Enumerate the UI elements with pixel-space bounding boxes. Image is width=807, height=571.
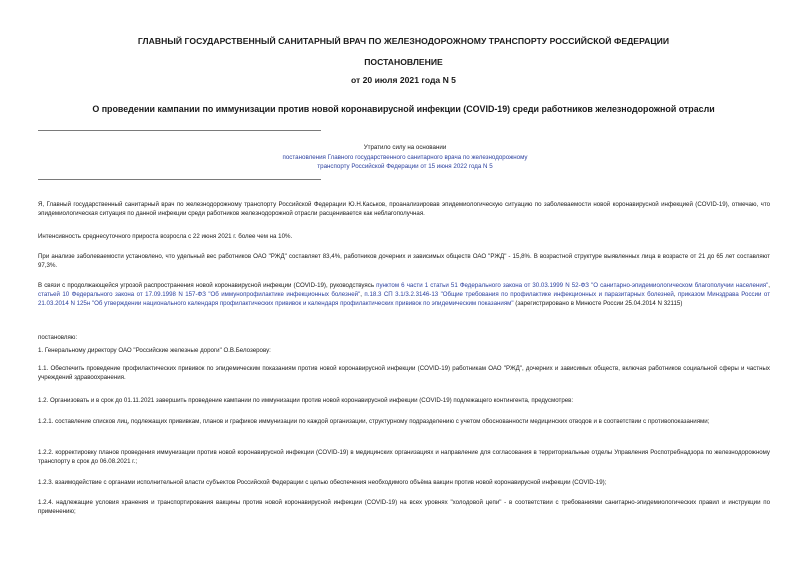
document-date-number: от 20 июля 2021 года N 5 bbox=[351, 75, 456, 85]
law-link-52fz[interactable]: пунктом 6 части 1 статьи 51 Федерального закона от 30.03.1999 N 52-ФЗ "О санитарно-эпидемиологическом благополучии населения" bbox=[376, 282, 769, 289]
legal-basis-registration: (зарегистрировано в Минюсте России 25.04.2014 N 32115) bbox=[513, 299, 683, 307]
legal-basis-intro: В связи с продолжающейся угрозой распространения новой коронавирусной инфекции (COVID-19), руководствуясь bbox=[38, 282, 377, 289]
paragraph-item-1-2-4: 1.2.4. надлежащие условия хранения и транспортирования вакцины против новой коронавирусной инфекции (COVID-19) на всех уровнях "холодовой цепи" - в соответствии с требованиями санитарно-эпидемиологических правил и инструкции по применению; bbox=[38, 499, 770, 515]
status-note bbox=[245, 143, 565, 172]
issuing-authority: ГЛАВНЫЙ ГОСУДАРСТВЕННЫЙ САНИТАРНЫЙ ВРАЧ ПО ЖЕЛЕЗНОДОРОЖНОМУ ТРАНСПОРТУ РОССИЙСКОЙ ФЕДЕРАЦИИ bbox=[137, 36, 670, 46]
paragraph-analysis: При анализе заболеваемости установлено, что удельный вес работников ОАО "РЖД" составляет 83,4%, работников дочерних и зависимых обществ ОАО "РЖД" - 15,8%. В возрастной структуре выявленных лица в возрасте от 21 до 65 лет составляют 97,3%. bbox=[38, 253, 770, 269]
paragraph-item-1-2: 1.2. Организовать и в срок до 01.11.2021 завершить проведение кампании по иммунизации против новой коронавирусной инфекции (COVID-19) подлежащего контингента, предусмотрев: bbox=[38, 397, 574, 404]
status-note-line2: постановления Главного государственного санитарного врача по железнодорожному bbox=[282, 153, 528, 161]
status-note-link[interactable] bbox=[245, 153, 565, 172]
paragraph-resolve: постановляю: bbox=[38, 334, 78, 341]
divider-bottom bbox=[38, 179, 321, 180]
status-note-line1: Утратило силу на основании bbox=[363, 144, 447, 151]
paragraph-item-1-1: 1.1. Обеспечить проведение профилактических прививок по эпидемическим показаниям против новой коронавирусной инфекции (COVID-19) работникам ОАО "РЖД", дочерних и зависимых обществ, включая работников социальной сферы и частных учреждений здравоохранения. bbox=[38, 365, 770, 381]
sp-link[interactable]: п.18.3 СП 3.1/3.2.3146-13 "Общие требования по профилактике инфекционных и паразитарных болезней bbox=[364, 290, 674, 298]
divider-top bbox=[38, 130, 321, 131]
law-link-157fz[interactable]: статьей 10 Федерального закона от 17.09.1998 N 157-ФЗ "Об иммунопрофилактике инфекционных болезней" bbox=[38, 290, 361, 298]
paragraph-item-1-2-1: 1.2.1. составление списков лиц, подлежащих прививкам, планов и графиков иммунизации по каждой организации, структурному подразделению с учетом обоснованности медицинских отводов и в соответствии с противопоказаниями; bbox=[38, 418, 710, 425]
order-link-125n[interactable]: приказом Минздрава России от 21.03.2014 N 125н "Об утверждении национального календаря профилактических прививок и календаря профилактических прививок по эпидемическим показаниям" bbox=[38, 290, 771, 307]
paragraph-legal-basis: В связи с продолжающейся угрозой распространения новой коронавирусной инфекции (COVID-19), руководствуясь пунктом 6 части 1 статьи 51 Федерального закона от 30.03.1999 N 52-ФЗ "О санитарно-эпидемиологическом благополучии населения", статьей 10 Федерального закона от 17.09.1998 N 157-ФЗ "Об иммунопрофилактике инфекционных болезней", п.18.3 СП 3.1/3.2.3146-13 "Общие требования по профилактике инфекционных и паразитарных болезней, приказом Минздрава России от 21.03.2014 N 125н "Об утверждении национального календаря профилактических прививок и календаря профилактических прививок по эпидемическим показаниям" (зарегистрировано в Минюсте России 25.04.2014 N 32115) bbox=[38, 282, 771, 307]
document-type: ПОСТАНОВЛЕНИЕ bbox=[364, 57, 443, 67]
paragraph-item-1-2-2: 1.2.2. корректировку планов проведения иммунизации против новой коронавирусной инфекции (COVID-19) в медицинских организациях и направление для согласования в территориальные отделы Управления Роспотребнадзора по железнодорожному транспорту в срок до 06.08.2021 г.; bbox=[38, 449, 770, 465]
paragraph-item-1: 1. Генеральному директору ОАО "Российские железные дороги" О.В.Белозерову: bbox=[38, 347, 271, 354]
document-title: О проведении кампании по иммунизации против новой коронавирусной инфекции (COVID-19) среди работников железнодорожной отрасли bbox=[92, 104, 715, 114]
paragraph-item-1-2-3: 1.2.3. взаимодействие с органами исполнительной власти субъектов Российской Федерации с целью обеспечения необходимого объёма вакцин против новой коронавирусной инфекции (COVID-19); bbox=[38, 479, 607, 486]
status-note-line3: транспорту Российской Федерации от 15 июня 2022 года N 5 bbox=[317, 163, 493, 171]
paragraph-preamble: Я, Главный государственный санитарный врач по железнодорожному транспорту Российской Федерации Ю.Н.Каськов, проанализировав эпидемиологическую ситуацию по заболеваемости новой коронавирусной инфекцией (COVID-19), отмечаю, что эпидемиологическая ситуация по данной инфекции среди работников железнодорожной отрасли расценивается как неблагополучная. bbox=[38, 201, 770, 217]
paragraph-growth: Интенсивность среднесуточного прироста возросла с 22 июня 2021 г. более чем на 10%. bbox=[38, 233, 293, 240]
